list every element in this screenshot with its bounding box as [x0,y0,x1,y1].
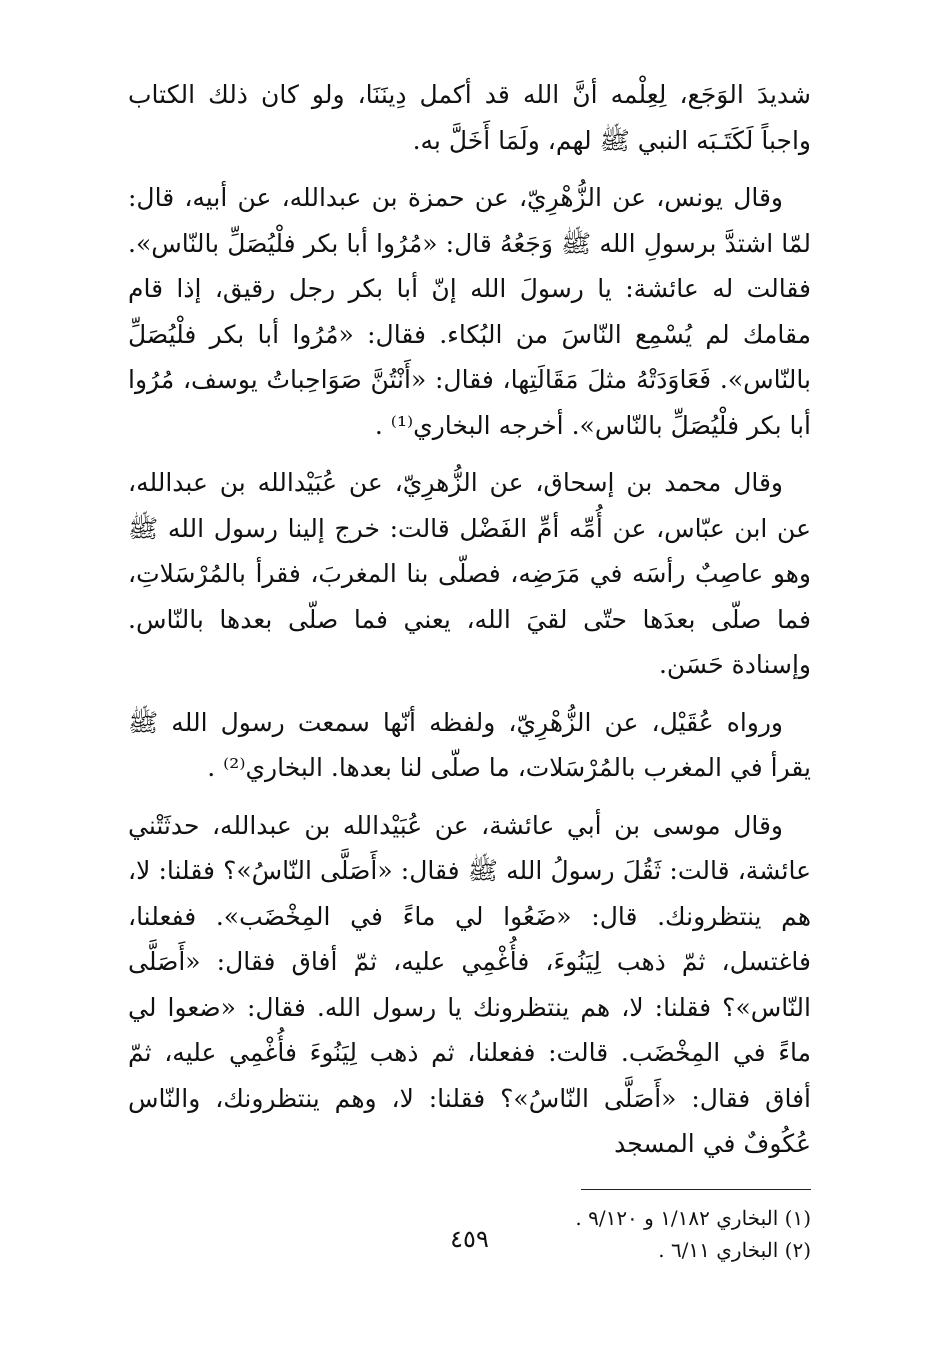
footnote-divider [581,1189,811,1190]
footnote-2: (٢) البخاري ٦/١١ . [658,1237,811,1262]
page-number: ٤٥٩ [450,1225,489,1253]
paragraph-3: وقال محمد بن إسحاق، عن الزُّهرِيّ، عن عُبَيْدالله بن عبدالله، عن ابن عبّاس، عن أُمِّه أمِّ الفَضْل قالت: خرج إلينا رسول الله ﷺ وهو عاصِبٌ رأسَه في مَرَضِه، فصلّى بنا المغربَ، فقرأ بالمُرْسَلاتِ، فما صلّى بعدَها حتّى لقيَ الله، يعني فما صلّى بعدها بالنّاس. وإسنادة حَسَن. [128,468,811,679]
paragraph-5: وقال موسى بن أبي عائشة، عن عُبَيْدالله بن عبدالله، حدثَتْني عائشة، قالت: ثَقُلَ رسولُ الله ﷺ فقال: «أَصَلَّى النّاسُ»؟ فقلنا: لا، هم ينتظرونك. قال: «ضَعُوا لي ماءً في المِخْضَب». ففعلنا، فاغتسل، ثمّ ذهب لِيَنُوءَ، فأُغْمِي عليه، ثمّ أفاق فقال: «أَصَلَّى النّاس»؟ فقلنا: لا، هم ينتظرونك يا رسول الله. فقال: «ضعوا لي ماءً في المِخْضَب. قالت: ففعلنا، ثم ذهب لِيَنُوءَ فأُغْمِي عليه، ثمّ أفاق فقال: «أَصَلَّى النّاسُ»؟ فقلنا: لا، وهم ينتظرونك، والنّاس عُكُوفٌ في المسجد [128,810,811,1158]
footnote-1: (١) البخاري ١/١٨٢ و ٩/١٢٠ . [575,1205,811,1230]
paragraph-4: ورواه عُقَيْل، عن الزُّهْرِيّ، ولفظه أنّها سمعت رسول الله ﷺ يقرأ في المغرب بالمُرْسَلات، ما صلّى لنا بعدها. البخاري⁽²⁾ . [128,707,811,782]
paragraph-2: وقال يونس، عن الزُّهْرِيّ، عن حمزة بن عبدالله، عن أبيه، قال: لمّا اشتدَّ برسولِ الله ﷺ وَجَعُهُ قال: «مُرُوا أبا بكر فلْيُصَلِّ بالنّاس». فقالت له عائشة: يا رسولَ الله إنّ أبا بكر رجل رقيق، إذا قام مقامك لم يُسْمِع النّاسَ من البُكاء. فقال: «مُرُوا أبا بكر فلْيُصَلِّ بالنّاس». فَعَاوَدَتْهُ مثلَ مَقَالَتِها، فقال: «أَنْتُنَّ صَوَاحِباتُ يوسف، مُرُوا أبا بكر فلْيُصَلِّ بالنّاس». أخرجه البخاري⁽¹⁾ . [128,183,811,440]
paragraph-1: شديدَ الوَجَع، لِعِلْمه أنَّ الله قد أكمل دِينَنَا، ولو كان ذلك الكتاب واجباً لَكَتَـبَه النبي ﷺ لهم، ولَمَا أَخَلَّ به. [128,80,811,155]
